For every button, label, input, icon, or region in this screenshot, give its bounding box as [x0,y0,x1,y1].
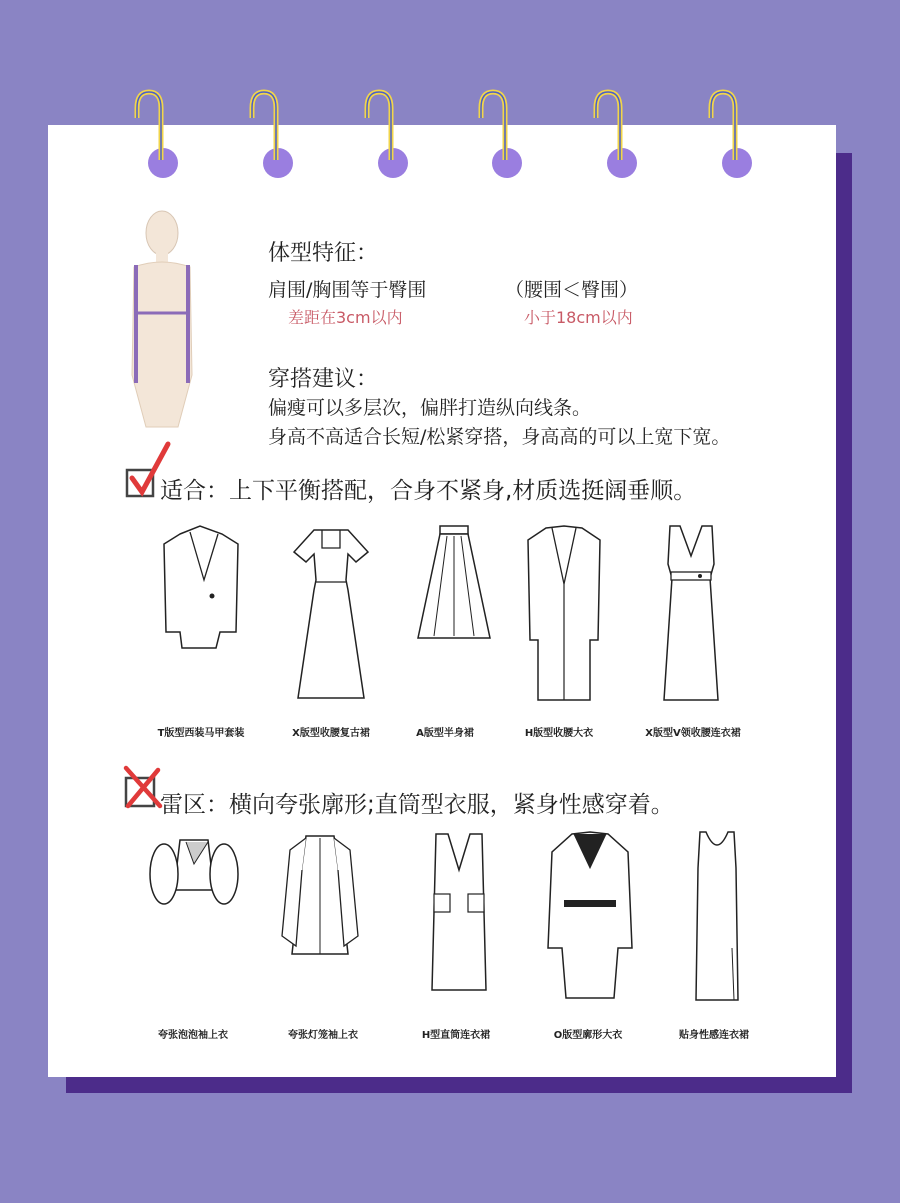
garment-label: X版型收腰复古裙 [292,728,370,739]
waisted-vintage-dress-icon [290,522,372,702]
suitable-heading: 适合：上下平衡搭配，合身不紧身,材质选挺阔垂顺。 [160,478,697,504]
garment-label: O版型廓形大衣 [553,1030,623,1041]
avoid-heading: 雷区：横向夸张廓形;直筒型衣服，紧身性感穿着。 [160,792,674,818]
checkbox-cross-icon [122,764,164,810]
suit-vest-set-icon [160,522,242,657]
v-neck-dress-icon [660,522,722,704]
advice-line: 偏瘦可以多层次，偏胖打造纵向线条。 [268,397,592,419]
binder-clip-icon [133,88,173,168]
straight-dress-icon [426,830,492,994]
garment-label: H版型收腰大衣 [524,728,594,739]
advice-title: 穿搭建议： [268,367,379,392]
garment-label: H型直筒连衣裙 [421,1030,491,1041]
long-coat-icon [524,522,604,704]
garment-label: A版型半身裙 [416,728,474,739]
body-type-line: （腰围＜臀围） [505,279,639,301]
lantern-sleeve-dress-icon [278,830,362,958]
puff-sleeve-top-icon [146,830,242,918]
garment-label: 贴身性感连衣裙 [679,1030,749,1041]
body-type-note: 差距在3cm以内 [288,308,403,327]
binder-clip-icon [592,88,632,168]
garment-label: X版型V领收腰连衣裙 [645,728,741,739]
body-type-note: 小于18cm以内 [524,308,633,327]
binder-clip-icon [707,88,747,168]
body-type-line: 肩围/胸围等于臀围 [268,279,427,301]
garment-label: T版型西装马甲套装 [157,728,245,739]
binder-clip-icon [477,88,517,168]
binder-clip-icon [248,88,288,168]
body-figure-icon [122,205,202,430]
binder-clip-icon [363,88,403,168]
slip-dress-icon [692,828,742,1004]
advice-line: 身高不高适合长短/松紧穿搭，身高高的可以上宽下宽。 [268,426,731,448]
body-type-title: 体型特征： [268,241,379,266]
garment-label: 夸张泡泡袖上衣 [158,1030,228,1041]
a-line-skirt-icon [414,522,494,642]
cocoon-coat-icon [544,828,636,1002]
garment-label: 夸张灯笼袖上衣 [288,1030,358,1041]
